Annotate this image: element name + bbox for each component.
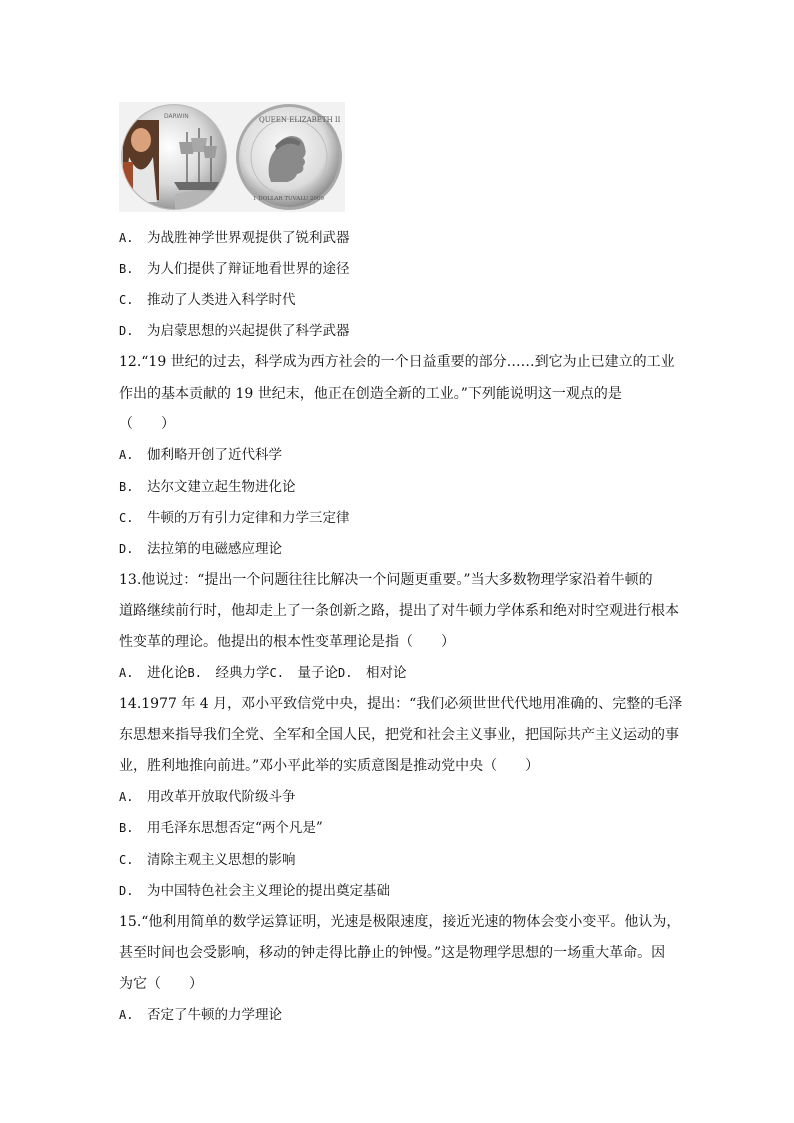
coin-left-legend: DARWIN [164,113,189,120]
option-letter: C. [119,511,134,525]
option-letter: A. [119,790,134,804]
q11-option-c [119,290,694,310]
option-text: 为人们提供了辩证地看世界的途径 [147,261,350,277]
darwin-coin-image [119,102,345,212]
q15-stem-line-2: 甚至时间也会受影响，移动的钟走得比静止的钟慢。”这是物理学思想的一场重大革命。因 [119,945,666,961]
option-text: 相对论 [366,665,407,681]
option-letter: C. [119,293,134,307]
q14-stem-line-1: 14.1977 年 4 月，邓小平致信党中央，提出：“我们必须世世代代地用准确的、完整的毛泽 [119,696,683,712]
q13-stem-line-3: 性变革的理论。他提出的根本性变革理论是指（ ） [119,634,455,650]
q14-stem-line-2: 东思想来指导我们全党、全军和全国人民，把党和社会主义事业，把国际共产主义运动的事 [119,727,679,743]
option-letter: D. [119,542,134,556]
q12-option-c [119,508,694,528]
option-text: 法拉第的电磁感应理论 [147,541,282,557]
option-letter: A. [119,448,134,462]
q15-option-a [119,1005,694,1025]
option-text: 量子论 [297,665,338,681]
option-letter: A. [119,666,134,680]
option-text: 否定了牛顿的力学理论 [147,1007,282,1023]
option-text: 为启蒙思想的兴起提供了科学武器 [147,323,350,339]
q13-stem-line-1: 13.他说过：“提出一个问题往往比解决一个问题更重要。”当大多数物理学家沿着牛顿的 [119,572,653,588]
option-letter: D. [119,884,134,898]
option-text: 牛顿的万有引力定律和力学三定律 [147,510,350,526]
coin-illustration [119,102,345,212]
option-text: 经典力学 [215,665,270,681]
q13-options-row [119,663,694,683]
q12-stem-line-1: 12.“19 世纪的过去，科学成为西方社会的一个日益重要的部分……到它为止已建立的工业 [119,354,675,370]
option-text: 伽利略开创了近代科学 [147,447,282,463]
option-letter: B. [187,666,202,680]
q14-option-d [119,881,694,901]
q15-stem-line-3: 为它（ ） [119,976,203,992]
q15-stem-line-1: 15.“他利用简单的数学运算证明，光速是极限速度，接近光速的物体会变小变平。他认为， [119,914,681,930]
option-text: 用毛泽东思想否定“两个凡是” [147,820,323,836]
option-letter: B. [119,480,134,494]
q13-option-b [188,665,270,681]
coin-right-legend-bottom: 1 DOLLAR TUVALU 2009 [253,196,324,202]
option-letter: A. [119,1008,134,1022]
q13-option-a [119,665,188,681]
q13-option-d [338,665,407,681]
option-text: 为战胜神学世界观提供了锐利武器 [147,230,350,246]
option-text: 进化论 [147,665,188,681]
q14-option-c [119,850,694,870]
option-text: 为中国特色社会主义理论的提出奠定基础 [147,883,390,899]
option-letter: D. [338,666,353,680]
q12-option-d [119,539,694,559]
option-letter: B. [119,821,134,835]
q14-option-a [119,787,694,807]
q12-stem-line-3: （ ） [119,416,175,432]
q12-option-b [119,477,694,497]
q12-option-a [119,445,694,465]
option-text: 用改革开放取代阶级斗争 [147,789,296,805]
option-text: 清除主观主义思想的影响 [147,852,296,868]
option-letter: A. [119,231,134,245]
q12-stem-line-2: 作出的基本贡献的 19 世纪末，他正在创造全新的工业。”下列能说明这一观点的是 [119,386,622,402]
option-text: 推动了人类进入科学时代 [147,292,296,308]
option-letter: C. [269,666,284,680]
q11-option-a [119,228,694,248]
q14-stem-line-3: 业，胜利地推向前进。”邓小平此举的实质意图是推动党中央（ ） [119,758,540,774]
coin-right-legend-top: QUEEN ELIZABETH II [259,116,341,124]
q14-option-b [119,818,694,838]
option-letter: C. [119,853,134,867]
option-letter: B. [119,262,134,276]
q13-stem-line-2: 道路继续前行时，他却走上了一条创新之路，提出了对牛顿力学体系和绝对时空观进行根本 [119,603,679,619]
option-text: 达尔文建立起生物进化论 [147,479,296,495]
q11-option-d [119,321,694,341]
q11-option-b [119,259,694,279]
q13-option-c [270,665,339,681]
option-letter: D. [119,324,134,338]
